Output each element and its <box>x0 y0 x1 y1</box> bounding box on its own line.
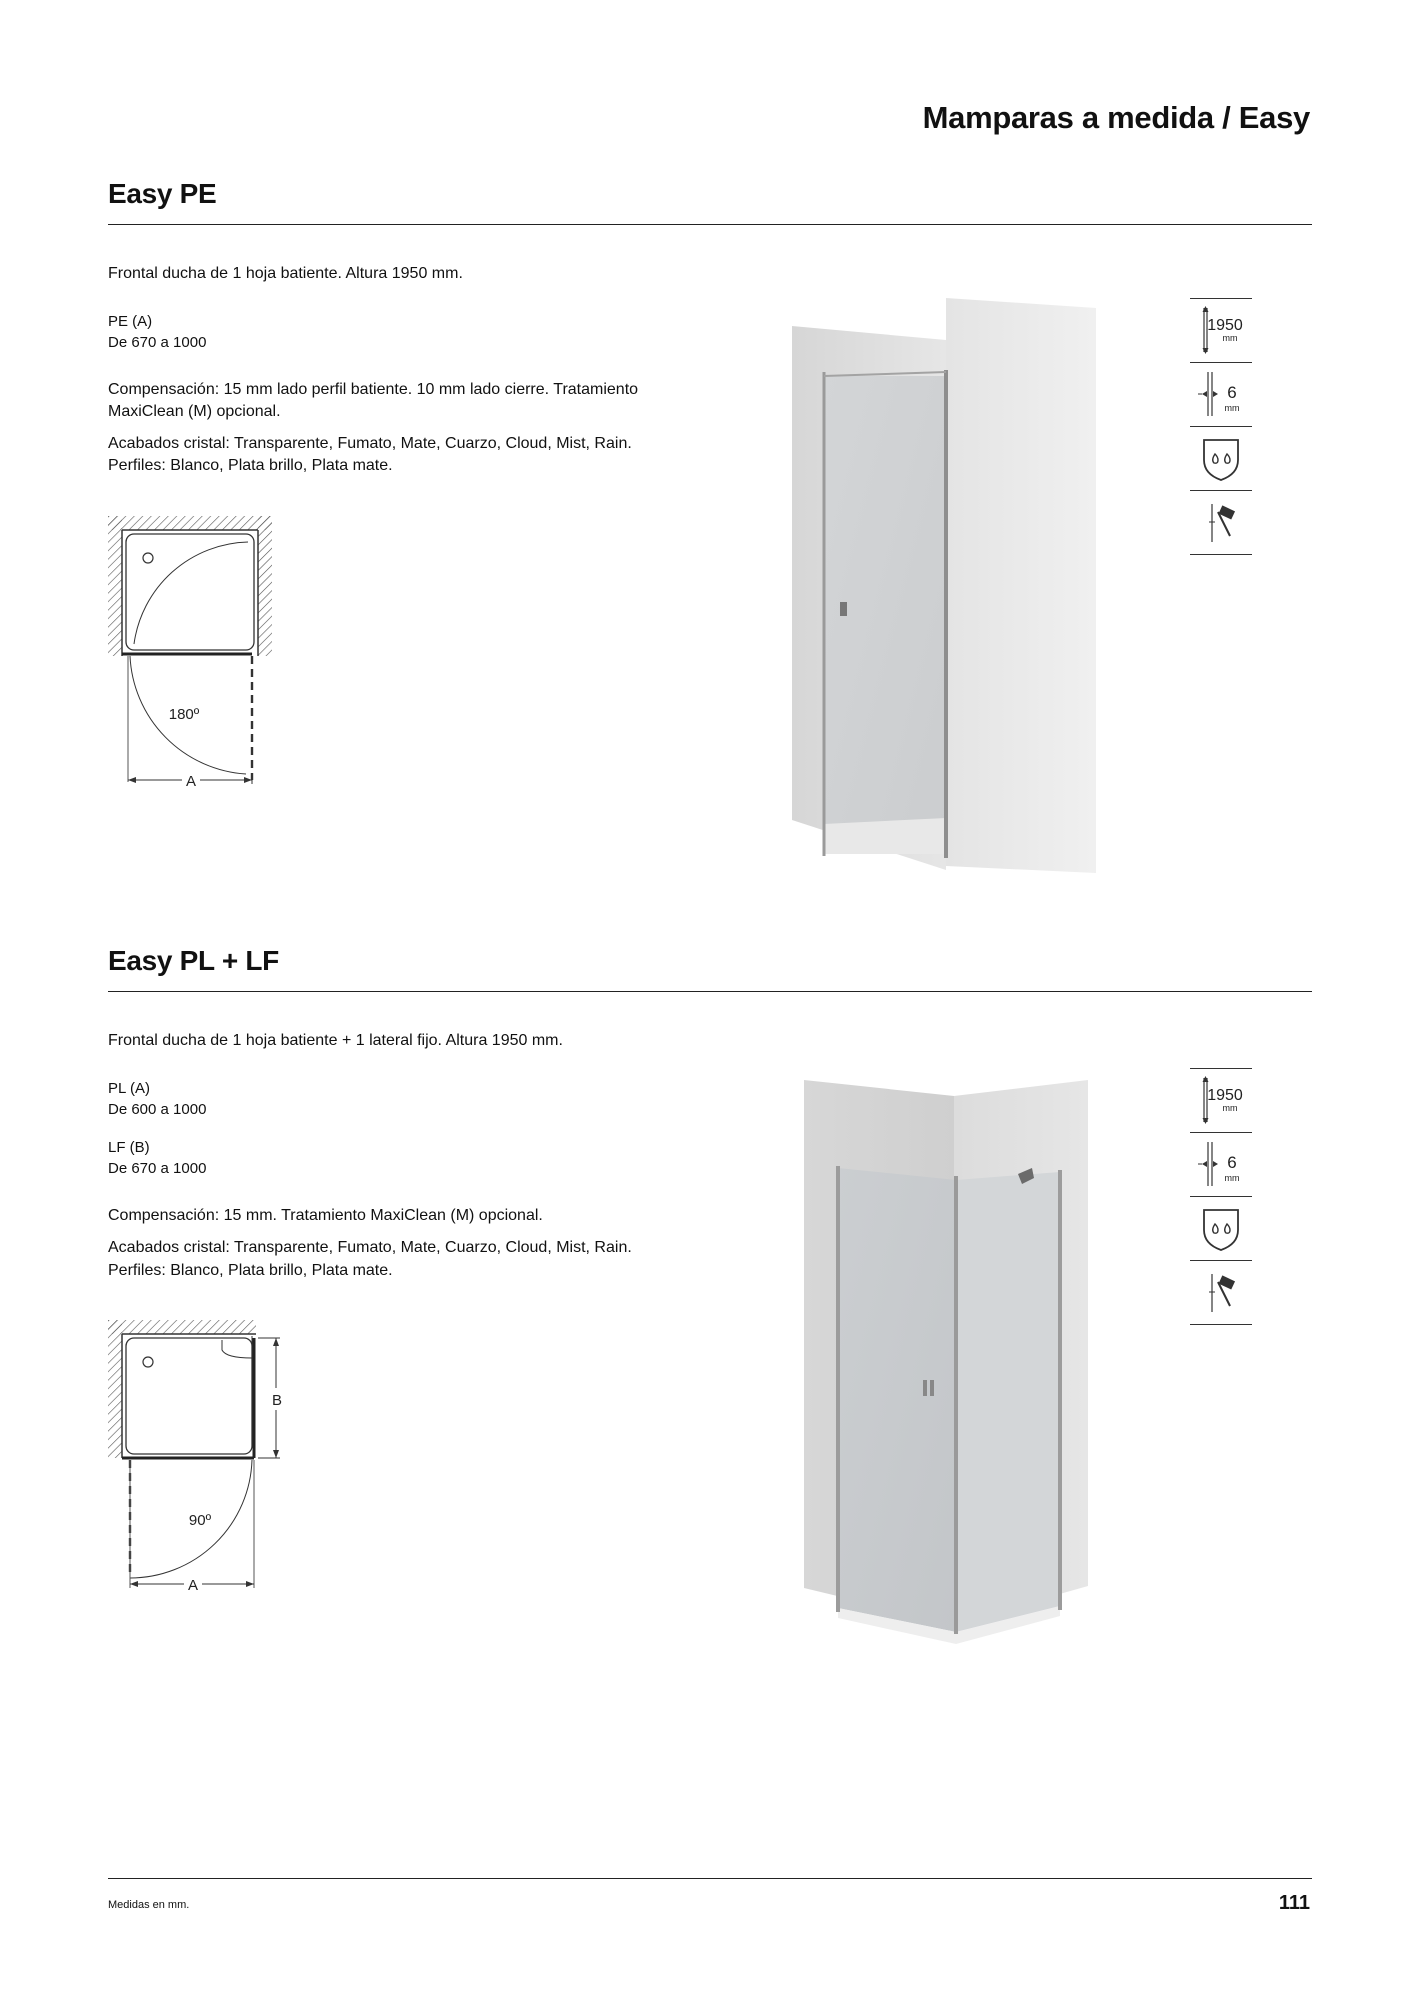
shower-tray <box>126 534 254 650</box>
glass-fixed-panel <box>956 1172 1060 1632</box>
profiles-text: Perfiles: Blanco, Plata brillo, Plata mate. <box>108 1262 393 1279</box>
glass-value: 6 <box>1227 383 1237 402</box>
angle-label: 180º <box>168 706 200 723</box>
compensation-text: Compensación: 15 mm lado perfil batiente. 10 mm lado cierre. Tratamiento MaxiClean (M) opcional. <box>108 381 639 420</box>
drain-icon <box>143 1357 153 1367</box>
glass-unit: mm <box>1224 1173 1240 1183</box>
finishes-text: Acabados cristal: Transparente, Fumato, Mate, Cuarzo, Cloud, Mist, Rain. <box>108 1239 632 1256</box>
height-unit: mm <box>1222 1103 1238 1113</box>
product-photo-easy-pe <box>766 298 1106 873</box>
page-header-title: Mamparas a medida / Easy <box>922 100 1310 135</box>
maxiclean-shield-icon <box>1190 426 1252 491</box>
glass-unit: mm <box>1224 403 1240 413</box>
dimension-b-label: B <box>271 1392 283 1409</box>
shower-tray <box>126 1338 252 1454</box>
glass-door <box>838 1168 956 1632</box>
tool-hammer-icon <box>1190 490 1252 555</box>
door-handle <box>840 602 847 616</box>
glass-value: 6 <box>1227 1153 1237 1172</box>
height-spec-icon <box>1190 1068 1252 1133</box>
footer-note: Medidas en mm. <box>108 1899 190 1911</box>
spec-label: LF (B) <box>108 1139 150 1156</box>
section-title-easy-pl-lf: Easy PL + LF <box>108 945 279 976</box>
glass-thickness-icon <box>1190 362 1252 427</box>
height-value: 1950 <box>1207 1087 1243 1104</box>
dimension-a-label: A <box>187 1577 199 1594</box>
floorplan-diagram-pe <box>104 512 284 802</box>
section-divider <box>108 224 1312 225</box>
angle-label: 90º <box>188 1512 212 1529</box>
feature-icons-pe <box>1190 298 1252 560</box>
dimension-a-label: A <box>185 773 197 790</box>
section-description: Frontal ducha de 1 hoja batiente + 1 lateral fijo. Altura 1950 mm. <box>108 1032 563 1049</box>
tool-hammer-icon <box>1190 1260 1252 1325</box>
floorplan-diagram-pl-lf <box>104 1316 304 1596</box>
glass-thickness-icon <box>1190 1132 1252 1197</box>
spec-range: De 670 a 1000 <box>108 1160 207 1177</box>
finishes-text: Acabados cristal: Transparente, Fumato, Mate, Cuarzo, Cloud, Mist, Rain. <box>108 435 632 452</box>
drain-icon <box>143 553 153 563</box>
spec-label: PL (A) <box>108 1080 150 1097</box>
section-divider <box>108 991 1312 992</box>
spec-range: De 670 a 1000 <box>108 334 207 351</box>
spec-range: De 600 a 1000 <box>108 1101 207 1118</box>
footer-divider <box>108 1878 1312 1879</box>
height-unit: mm <box>1222 333 1238 343</box>
section-title-easy-pe: Easy PE <box>108 178 217 209</box>
maxiclean-shield-icon <box>1190 1196 1252 1261</box>
feature-icons-pl-lf <box>1190 1068 1252 1330</box>
height-value: 1950 <box>1207 317 1243 334</box>
spec-label: PE (A) <box>108 313 153 330</box>
height-spec-icon <box>1190 298 1252 363</box>
product-photo-easy-pl-lf <box>796 1068 1096 1658</box>
profiles-text: Perfiles: Blanco, Plata brillo, Plata mate. <box>108 457 393 474</box>
section-description: Frontal ducha de 1 hoja batiente. Altura 1950 mm. <box>108 265 463 282</box>
door-handle <box>923 1380 927 1396</box>
page-number: 111 <box>1278 1892 1310 1914</box>
compensation-text: Compensación: 15 mm. Tratamiento MaxiClean (M) opcional. <box>108 1207 543 1224</box>
